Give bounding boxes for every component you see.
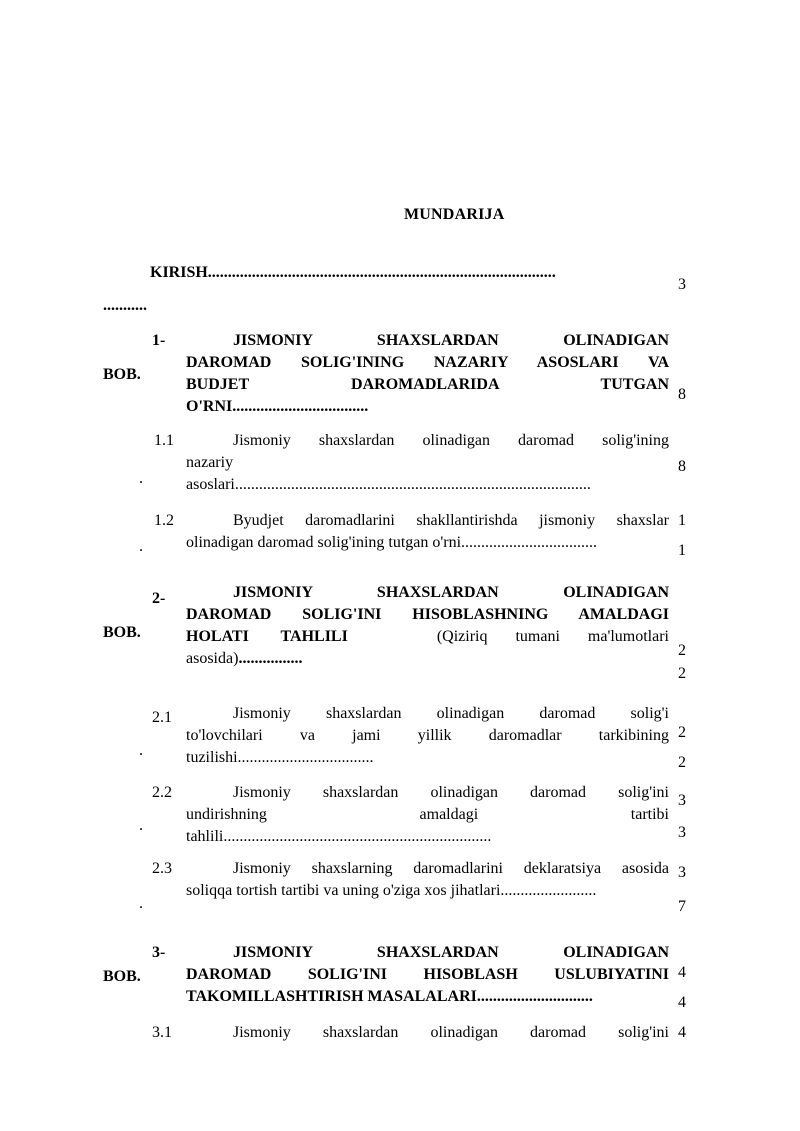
chapter-1-title-line3: BUDJET DAROMADLARIDA TUTGAN	[186, 376, 669, 393]
section-1-1-dot: .	[139, 470, 143, 487]
section-2-3-number: 2.3	[152, 860, 172, 877]
chapter-3-title-line1: JISMONIY SHAXSLARDAN OLINADIGAN	[233, 944, 669, 961]
section-2-1-line3: tuzilishi..................................	[186, 749, 374, 766]
section-1-1-line1: Jismoniy shaxslardan olinadigan daromad solig'ining	[233, 432, 669, 449]
section-2-3-dot: .	[139, 895, 143, 912]
chapter-1-bob: BOB.	[103, 366, 141, 383]
section-2-2-number: 2.2	[152, 784, 172, 801]
section-2-1-line2: to'lovchilari va jami yillik daromadlar tarkibining	[186, 727, 669, 744]
chapter-2-title-line3b: (Qiziriq tumani ma'lumotlari	[436, 628, 669, 645]
chapter-3-title-line2: DAROMAD SOLIG'INI HISOBLASH USLUBIYATINI	[186, 966, 669, 983]
section-2-1-dot: .	[139, 742, 143, 759]
section-1-2-dot: .	[139, 538, 143, 555]
chapter-2-title-line4a: asosida)	[186, 650, 239, 667]
section-2-2-line3: tahlili...................................................................	[186, 828, 492, 845]
chapter-1-title-line2: DAROMAD SOLIG'INING NAZARIY ASOSLARI VA	[186, 354, 669, 371]
section-2-1-number: 2.1	[152, 709, 172, 726]
chapter-1-page: 8	[678, 386, 686, 403]
chapter-2-title-line1: JISMONIY SHAXSLARDAN OLINADIGAN	[233, 584, 669, 601]
section-1-1-line2: nazariy	[186, 454, 234, 471]
chapter-2-title-line3a: HOLATI TAHLILI	[186, 628, 348, 645]
chapter-3-page-a: 4	[678, 964, 686, 981]
section-2-1-line1: Jismoniy shaxslardan olinadigan daromad solig'i	[233, 705, 669, 722]
kirish-label: KIRISH	[150, 264, 208, 281]
chapter-2-page-b: 2	[678, 665, 686, 682]
section-2-2-line2: undirishning amaldagi tartibi	[186, 806, 669, 823]
section-1-2-line2: olinadigan daromad solig'ining tutgan o'rni..................................	[186, 534, 598, 551]
chapter-1-title-line1: JISMONIY SHAXSLARDAN OLINADIGAN	[233, 332, 669, 349]
section-1-1-line3: asoslari.........................................................................................	[186, 476, 591, 493]
chapter-1-title-line4: O'RNI..................................	[186, 398, 369, 415]
section-1-1-number: 1.1	[154, 432, 174, 449]
kirish-leader: .......................................................................................	[207, 264, 556, 281]
section-2-3-line2: soliqqa tortish tartibi va uning o'ziga xos jihatlari........................	[186, 882, 597, 899]
section-1-2-page-b: 1	[678, 542, 686, 559]
section-1-2-line1: Byudjet daromadlarini shakllantirishda jismoniy shaxslar	[233, 512, 669, 529]
chapter-2-title-line2: DAROMAD SOLIG'INI HISOBLASHNING AMALDAGI	[186, 606, 669, 623]
kirish-page: 3	[678, 276, 686, 293]
chapter-3-bob: BOB.	[103, 968, 141, 985]
section-3-1-number: 3.1	[152, 1024, 172, 1041]
chapter-2-bob: BOB.	[103, 624, 141, 641]
kirish-leader-cont: ...........	[103, 297, 147, 314]
chapter-3-title-line3: TAKOMILLASHTIRISH MASALALARI.............................	[186, 988, 593, 1005]
section-1-1-page: 8	[678, 458, 686, 475]
section-2-1-page-a: 2	[678, 724, 686, 741]
section-2-2-line1: Jismoniy shaxslardan olinadigan daromad solig'ini	[233, 784, 669, 801]
section-2-1-page-b: 2	[678, 754, 686, 771]
chapter-2-leader: ................	[238, 650, 303, 667]
section-1-2-number: 1.2	[154, 512, 174, 529]
chapter-3-number: 3-	[152, 944, 166, 961]
section-2-2-page-a: 3	[678, 792, 686, 809]
chapter-1-number: 1-	[152, 332, 166, 349]
chapter-2-page-a: 2	[678, 642, 686, 659]
chapter-3-page-b: 4	[678, 994, 686, 1011]
section-2-2-dot: .	[139, 817, 143, 834]
section-2-3-page-a: 3	[678, 864, 686, 881]
chapter-2-number: 2-	[152, 590, 166, 607]
section-2-3-page-b: 7	[678, 898, 686, 915]
section-2-2-page-b: 3	[678, 824, 686, 841]
section-2-3-line1: Jismoniy shaxslarning daromadlarini deklaratsiya asosida	[233, 860, 669, 877]
page-title: MUNDARIJA	[404, 206, 505, 223]
section-3-1-line1: Jismoniy shaxslardan olinadigan daromad solig'ini	[233, 1024, 669, 1041]
section-1-2-page-a: 1	[678, 512, 686, 529]
section-3-1-page: 4	[678, 1024, 686, 1041]
